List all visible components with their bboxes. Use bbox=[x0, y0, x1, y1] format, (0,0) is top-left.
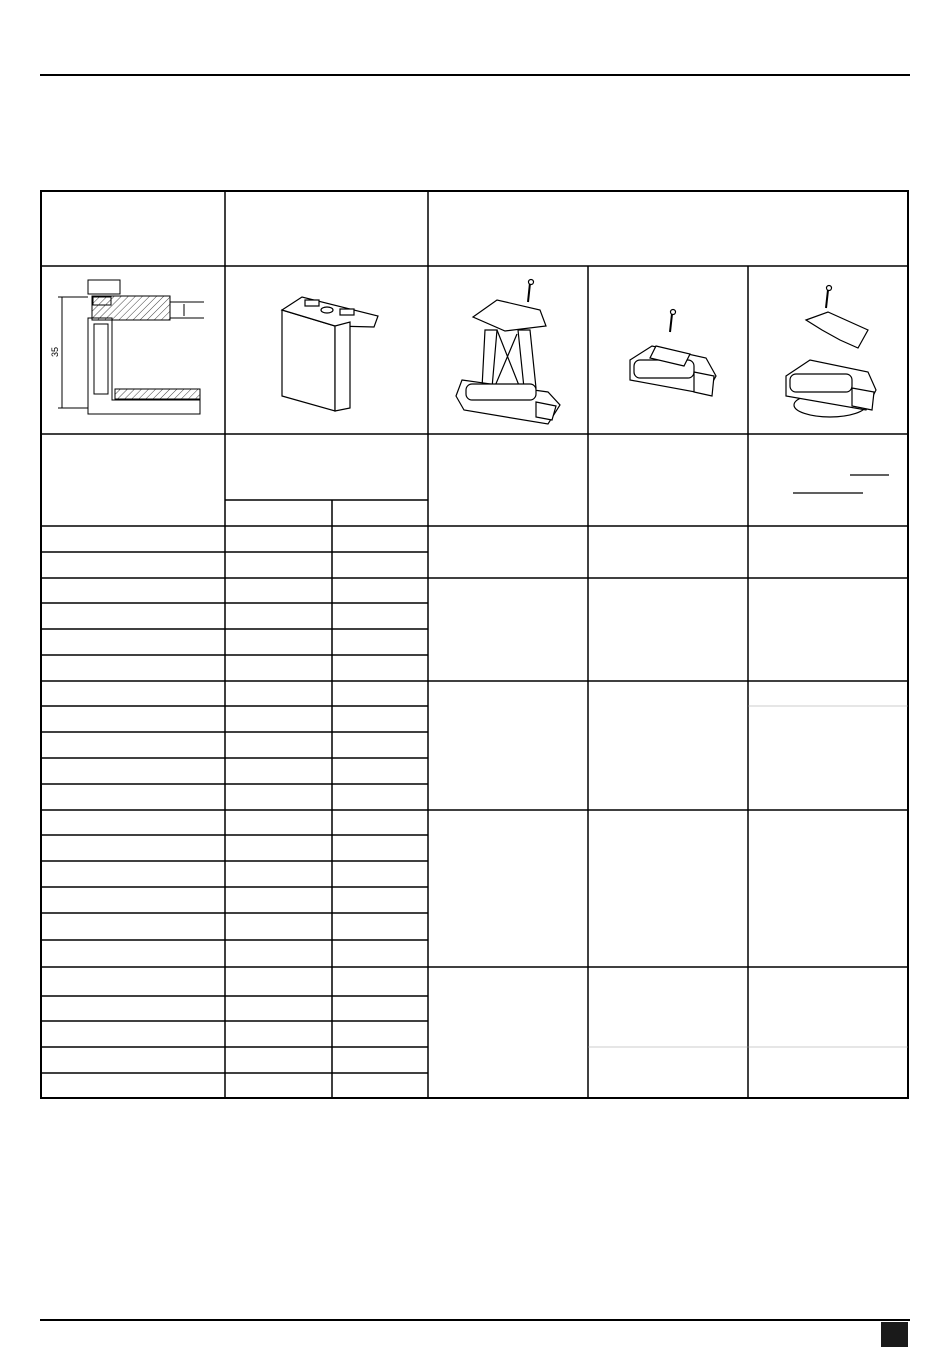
table-row-lines bbox=[41, 552, 428, 1073]
profile-hatched-board bbox=[92, 296, 170, 320]
joist-clip-screw bbox=[670, 314, 672, 332]
base-top-bracket bbox=[806, 312, 868, 348]
table-outer-frame bbox=[41, 191, 908, 1098]
profile-body bbox=[88, 318, 200, 414]
cover-clip-drawing bbox=[282, 297, 378, 411]
clip-slot-left bbox=[305, 300, 319, 306]
table-grid bbox=[41, 191, 908, 1098]
pedestal-leg-right bbox=[518, 330, 536, 388]
profile-cap bbox=[88, 280, 120, 294]
joist-clip-drawing bbox=[630, 310, 716, 397]
joist-clip-end bbox=[694, 372, 714, 396]
pedestal-cross-brace bbox=[495, 330, 520, 388]
pedestal-leg-left bbox=[482, 330, 497, 388]
adjustable-base-drawing bbox=[786, 286, 876, 418]
clip-side-face bbox=[335, 322, 350, 411]
pedestal-screw bbox=[528, 283, 530, 302]
profile-cavity bbox=[94, 324, 108, 394]
clip-front-face bbox=[282, 310, 335, 411]
pedestal-joist-clip bbox=[466, 384, 536, 400]
profile-height-label: 35 bbox=[50, 346, 60, 358]
header-underlines bbox=[793, 475, 889, 493]
pedestal-screw-head bbox=[529, 280, 534, 285]
joist-clip-screw-head bbox=[671, 310, 676, 315]
clip-screw-hole bbox=[321, 307, 333, 313]
base-clip-channel bbox=[790, 374, 852, 392]
clip-slot-right bbox=[340, 309, 354, 315]
profile-base-strip bbox=[115, 389, 200, 399]
base-screw bbox=[826, 290, 828, 308]
base-clip-end bbox=[852, 388, 874, 410]
table-group-lines bbox=[41, 578, 908, 1047]
profile-section-drawing bbox=[58, 280, 204, 414]
pedestal-top-plate bbox=[473, 300, 546, 331]
pedestal-support-drawing bbox=[456, 280, 560, 425]
base-screw-head bbox=[827, 286, 832, 291]
